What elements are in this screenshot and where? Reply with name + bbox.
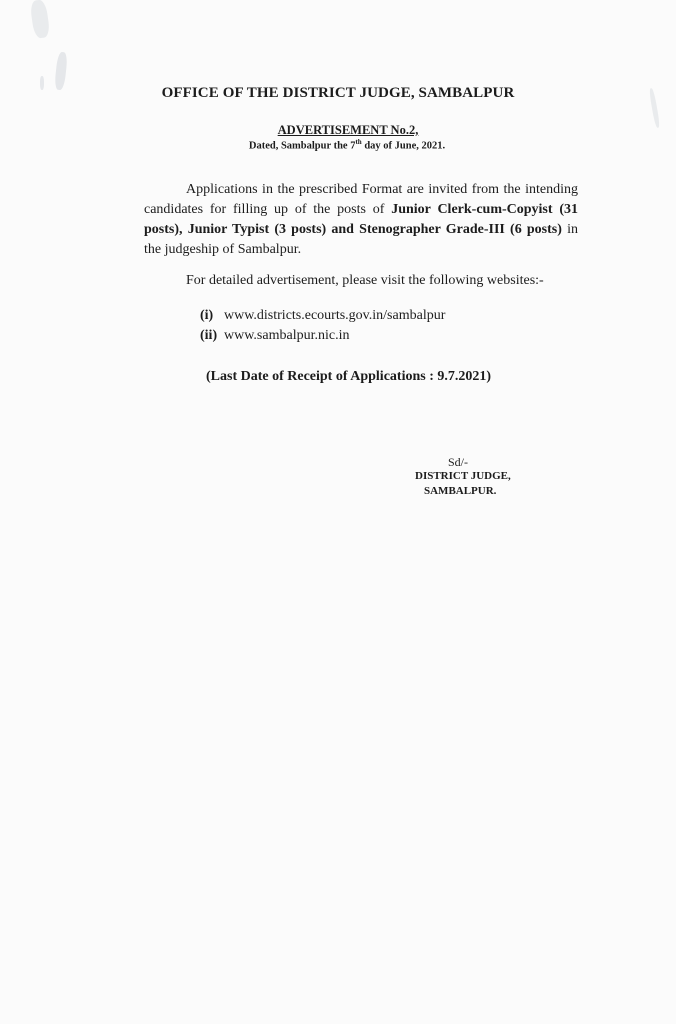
website-url: www.sambalpur.nic.in: [224, 328, 350, 343]
main-paragraph: [144, 180, 578, 260]
advertisement-number: ADVERTISEMENT No.2,: [277, 123, 419, 137]
post-junior-typist: Junior Typist (3 posts): [187, 222, 327, 237]
date-prefix: Dated, Sambalpur the 7: [248, 140, 356, 152]
signature-title: DISTRICT JUDGE,: [415, 470, 511, 482]
website-item: [200, 328, 349, 344]
signature-sd: Sd/-: [448, 455, 469, 469]
date-suffix: day of June, 2021.: [361, 140, 446, 152]
website-number: (ii): [200, 328, 218, 343]
paragraph-intro: Applications in the prescribed Format are invited from the intending candidates for filling up of the posts of: [144, 182, 578, 217]
office-heading: OFFICE OF THE DISTRICT JUDGE, SAMBALPUR: [161, 85, 515, 101]
advertisement-date: [0, 138, 676, 152]
visit-websites-text: For detailed advertisement, please visit the following websites:-: [186, 273, 544, 288]
website-item: [200, 308, 445, 324]
last-date-notice: (Last Date of Receipt of Applications : 9.7.2021): [206, 369, 492, 384]
paragraph-and: and: [326, 222, 360, 237]
scan-smudge: [29, 0, 50, 39]
signature-place: SAMBALPUR.: [424, 485, 497, 497]
website-number: (i): [200, 308, 214, 323]
post-stenographer: Stenographer Grade-III (6 posts): [359, 222, 562, 237]
paragraph-end: in the judgeship of Sambalpur.: [144, 222, 578, 257]
website-url: www.districts.ecourts.gov.in/sambalpur: [224, 308, 446, 323]
post-junior-clerk: Junior Clerk-cum-Copyist (31 posts),: [144, 202, 578, 237]
date-superscript: th: [355, 138, 362, 146]
